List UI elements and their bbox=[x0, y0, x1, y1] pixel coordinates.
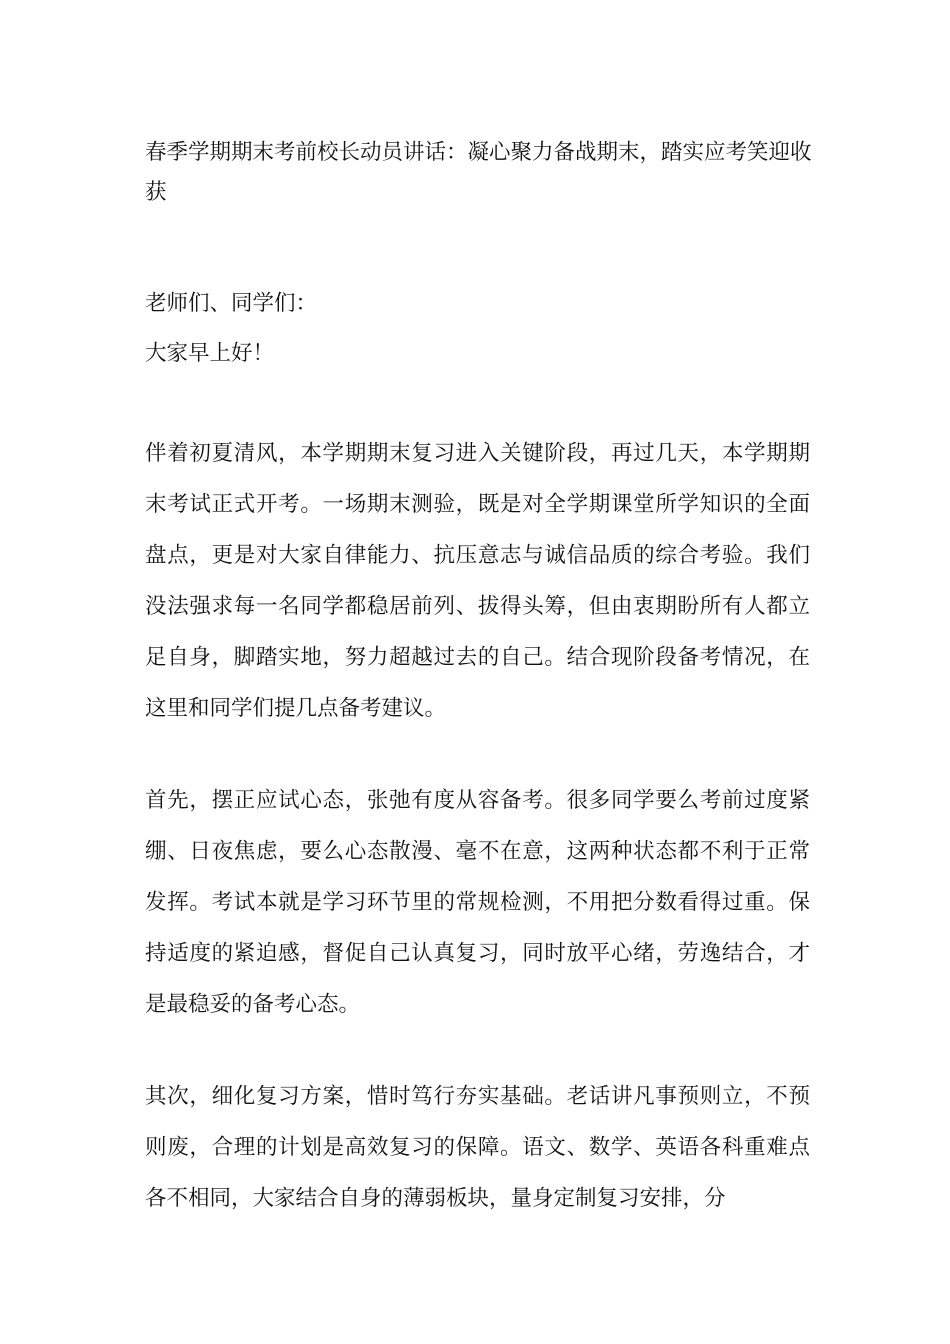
salutation: 老师们、同学们： bbox=[145, 291, 318, 316]
paragraph-second-point: 其次，细化复习方案，惜时笃行夯实基础。老话讲凡事预则立，不预则废，合理的计划是高效复习的保障。语文、数学、英语各科重难点各不相同，大家结合自身的薄弱板块，量身定制复习安排，分 bbox=[145, 1084, 810, 1211]
document-title: 春季学期期末考前校长动员讲话：凝心聚力备战期末，踏实应考笑迎收获 bbox=[145, 140, 812, 205]
paragraph-intro: 伴着初夏清风，本学期期末复习进入关键阶段，再过几天，本学期期末考试正式开考。一场期末测验，既是对全学期课堂所学知识的全面盘点，更是对大家自律能力、抗压意志与诚信品质的综合考验。我们没法强求每一名同学都稳居前列、拔得头筹，但由衷期盼所有人都立足自身，脚踏实地，努力超越过去的自己。结合现阶段备考情况，在这里和同学们提几点备考建议。 bbox=[145, 441, 810, 721]
greeting: 大家早上好！ bbox=[145, 341, 275, 366]
paragraph-first-point: 首先，摆正应试心态，张弛有度从容备考。很多同学要么考前过度紧绷、日夜焦虑，要么心态散漫、毫不在意，这两种状态都不利于正常发挥。考试本就是学习环节里的常规检测，不用把分数看得过重。保持适度的紧迫感，督促自己认真复习，同时放平心绪，劳逸结合，才是最稳妥的备考心态。 bbox=[145, 788, 810, 1017]
